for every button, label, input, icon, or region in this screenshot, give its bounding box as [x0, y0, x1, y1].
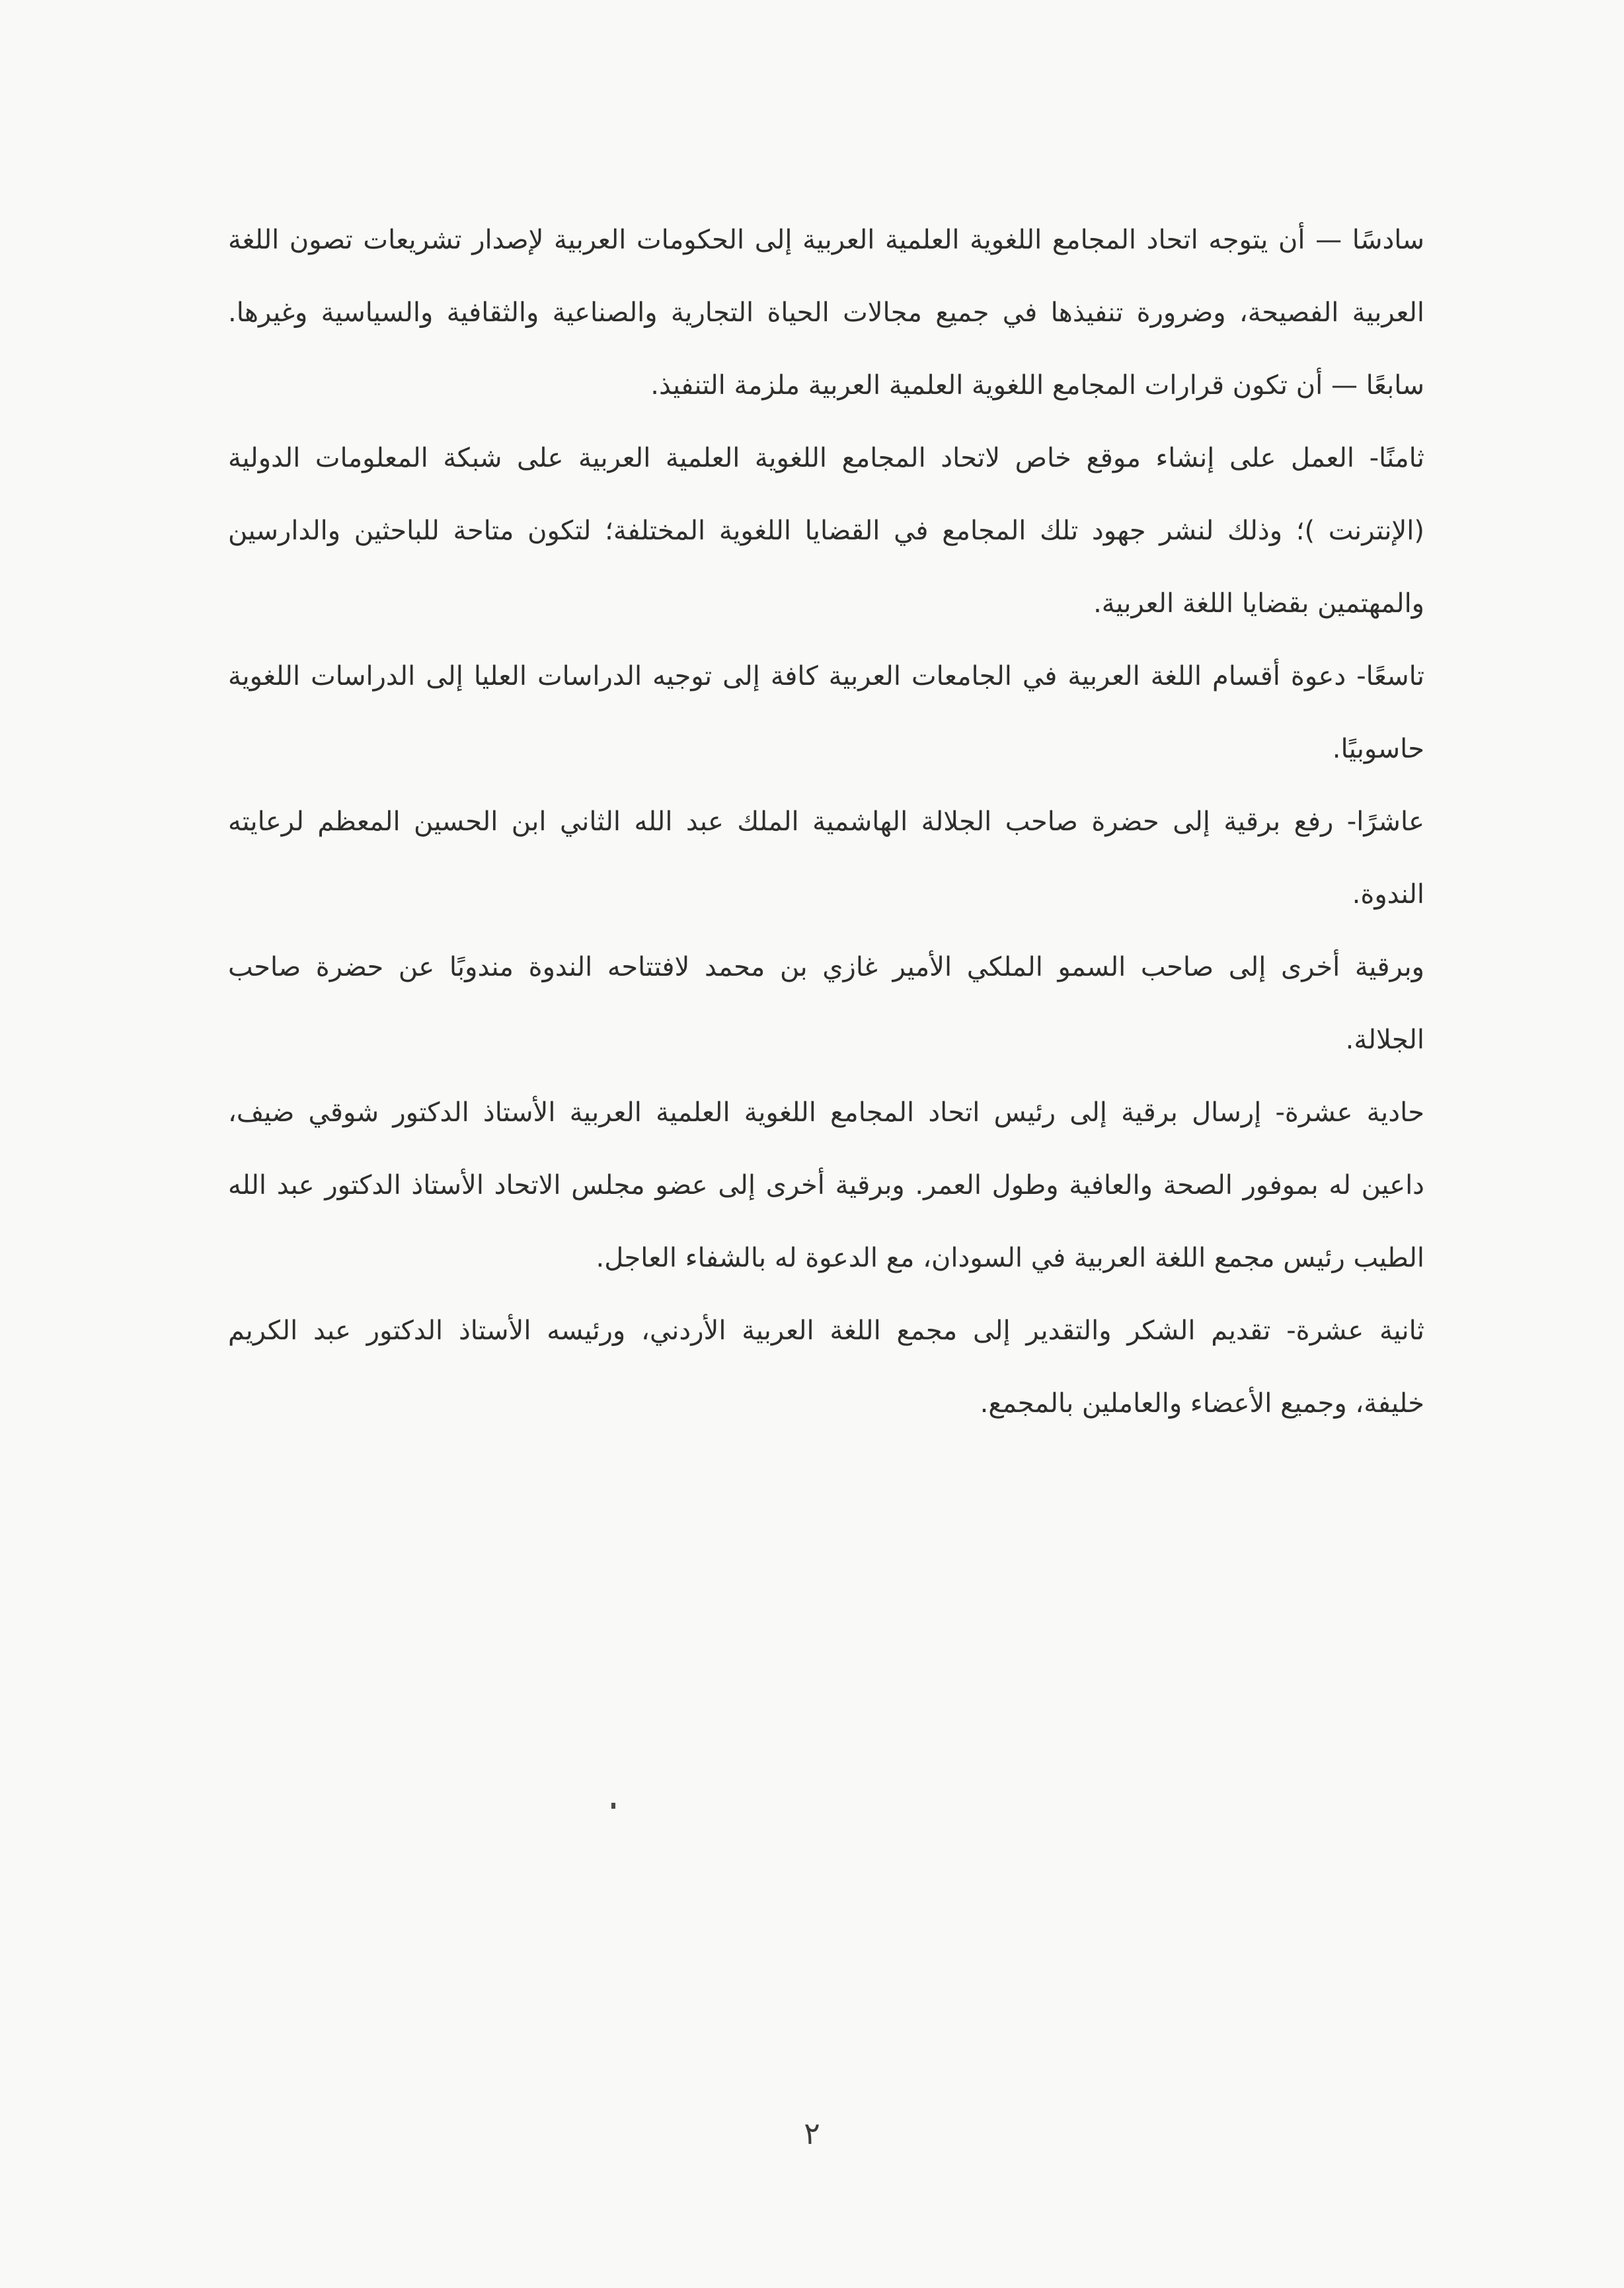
text-line: والمهتمين بقضايا اللغة العربية. [1093, 588, 1424, 619]
text-line: (الإنترنت )؛ وذلك لنشر جهود تلك المجامع في القضايا اللغوية المختلفة؛ لتكون متاحة للباحثين والدارسين [228, 516, 1424, 546]
text-line: وبرقية أخرى إلى صاحب السمو الملكي الأمير غازي بن محمد لافتتاحه الندوة مندوبًا عن حضرة صاحب [228, 952, 1424, 982]
text-line: العربية الفصيحة، وضرورة تنفيذها في جميع مجالات الحياة التجارية والصناعية والثقافية والسياسية وغيرها. [228, 297, 1424, 328]
text-line: سادسًا — أن يتوجه اتحاد المجامع اللغوية العلمية العربية إلى الحكومات العربية لإصدار تشريعات تصون اللغة [228, 225, 1424, 255]
text-line: تاسعًا- دعوة أقسام اللغة العربية في الجامعات العربية كافة إلى توجيه الدراسات العليا إلى الدراسات اللغوية [228, 661, 1424, 691]
text-line: الجلالة. [1345, 1025, 1424, 1055]
text-line: حادية عشرة- إرسال برقية إلى رئيس اتحاد المجامع اللغوية العلمية العربية الأستاذ الدكتور شوقي ضيف، [228, 1097, 1424, 1128]
text-line: ثامنًا- العمل على إنشاء موقع خاص لاتحاد المجامع اللغوية العلمية العربية على شبكة المعلومات الدولية [228, 443, 1424, 473]
text-line: سابعًا — أن تكون قرارات المجامع اللغوية العلمية العربية ملزمة التنفيذ. [650, 370, 1424, 401]
text-line: خليفة، وجميع الأعضاء والعاملين بالمجمع. [980, 1388, 1424, 1419]
text-line: الطيب رئيس مجمع اللغة العربية في السودان، مع الدعوة له بالشفاء العاجل. [596, 1243, 1424, 1273]
page-number: ٢ [804, 2115, 820, 2151]
text-line: داعين له بموفور الصحة والعافية وطول العمر. وبرقية أخرى إلى عضو مجلس الاتحاد الأستاذ الدكتور عبد الله [228, 1170, 1424, 1201]
document-text [228, 204, 1424, 1440]
text-line: ثانية عشرة- تقديم الشكر والتقدير إلى مجمع اللغة العربية الأردني، ورئيسه الأستاذ الدكتور عبد الكريم [228, 1316, 1424, 1346]
text-line: عاشرًا- رفع برقية إلى حضرة صاحب الجلالة الهاشمية الملك عبد الله الثاني ابن الحسين المعظم لرعايته الندوة. [228, 807, 1424, 910]
text-line: حاسوبيًا. [1332, 734, 1424, 764]
scan-speck [611, 1803, 615, 1809]
